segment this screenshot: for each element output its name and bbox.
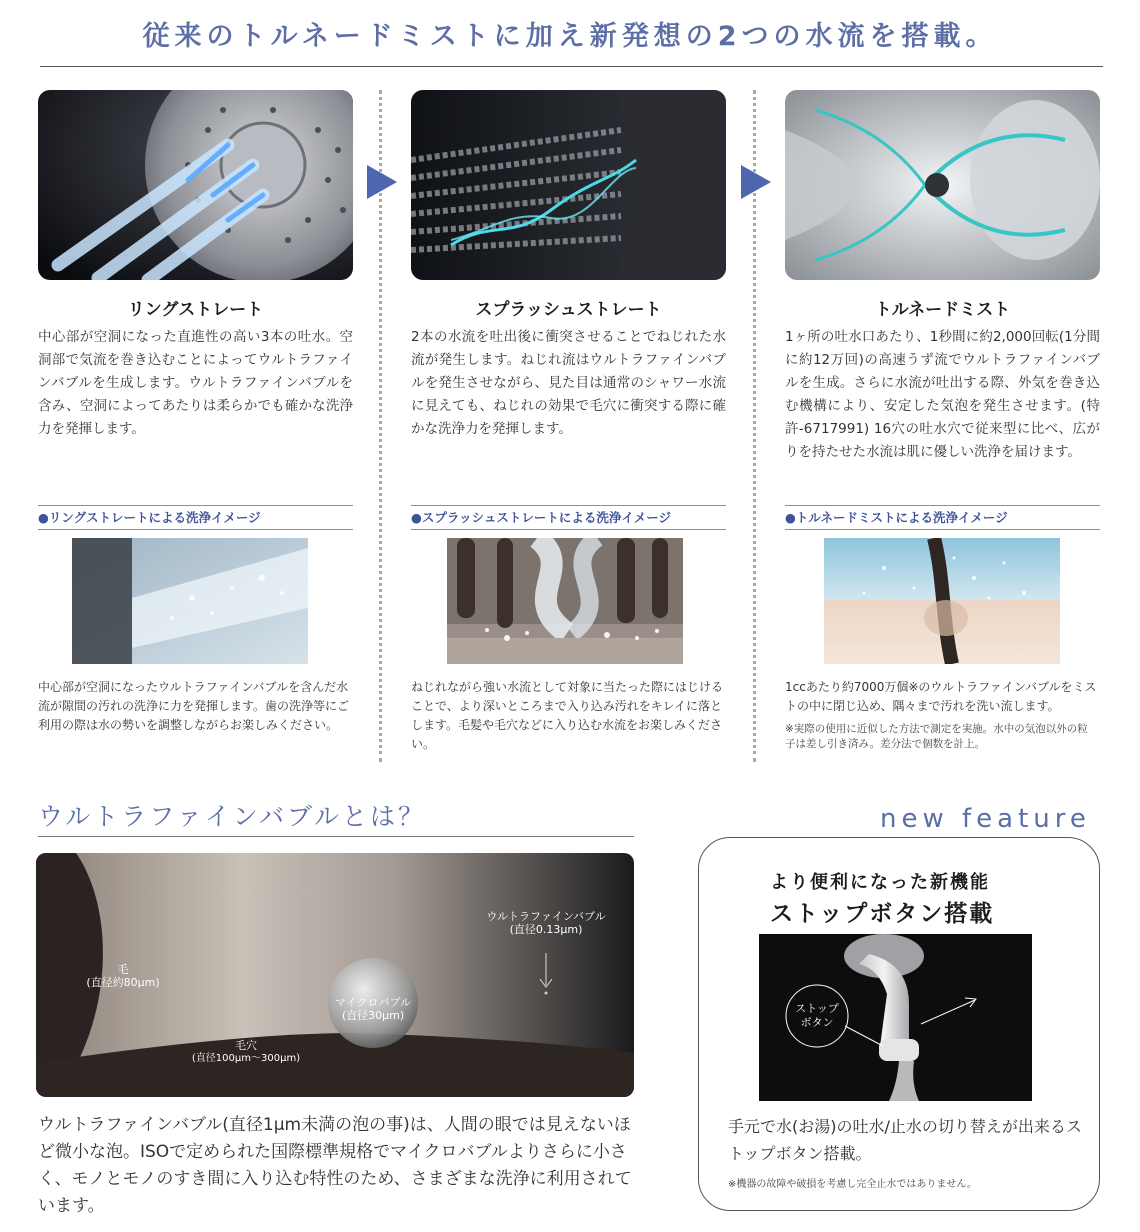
arrow-right-icon xyxy=(367,165,397,199)
ring-straight-image-caption: ●リングストレートによる洗浄イメージ xyxy=(38,505,353,530)
header-divider xyxy=(40,66,1103,67)
tornado-mist-cleaning-image xyxy=(824,538,1060,664)
new-feature-note: ※機器の故障や破損を考慮し完全止水ではありません。 xyxy=(728,1179,977,1190)
arrow-right-icon xyxy=(741,165,771,199)
ultrafine-bubble-size-label: (直径0.13μm) xyxy=(509,923,583,936)
ring-straight-cleaning-image xyxy=(72,538,308,664)
stop-button-photo xyxy=(759,934,1032,1101)
ultrafine-divider xyxy=(38,836,634,837)
splash-straight-image-text: ねじれながら強い水流として対象に当たった際にはじけることで、より深いところまで入り込み汚れをキレイに落とします。毛髪や毛穴などに入り込む水流をお楽しみください。 xyxy=(411,680,724,751)
splash-straight-body: 2本の水流を吐出後に衝突させることでねじれた水流が発生します。ねじれ流はウルトラファインバブルを発生させながら、見た目は通常のシャワー水流に見えても、ねじれの効果で毛穴に衝突する際に確かな洗浄力を発揮します。 xyxy=(411,329,726,437)
hair-size-label: (直径約80μm) xyxy=(86,976,160,989)
page-title: 従来のトルネードミストに加え新発想の2つの水流を搭載。 xyxy=(142,21,998,52)
ring-straight-image-text: 中心部が空洞になったウルトラファインバブルを含んだ水流が隙間の汚れの洗浄に力を発揮します。歯の洗浄等にご利用の際は水の勢いを調整しながらお楽しみください。 xyxy=(38,680,350,732)
ring-straight-title: リングストレート xyxy=(127,300,264,320)
ring-straight-body: 中心部が空洞になった直進性の高い3本の吐水。空洞部で気流を巻き込むことによってウルトラファインバブルを生成します。ウルトラファインバブルを含み、空洞によってあたりは柔らかでも確かな洗浄力を発揮します。 xyxy=(38,329,353,437)
splash-straight-photo xyxy=(411,90,726,280)
tornado-mist-photo xyxy=(785,90,1100,280)
tornado-mist-image-caption: ●トルネードミストによる洗浄イメージ xyxy=(785,505,1100,530)
tornado-mist-title: トルネードミスト xyxy=(874,300,1011,320)
tornado-mist-image-text: 1ccあたり約7000万個※のウルトラファインバブルをミストの中に閉じ込め、隅々まで汚れを洗い流します。 xyxy=(785,680,1097,713)
new-feature-label: new feature xyxy=(880,804,1091,834)
ultrafine-description: ウルトラファインバブル(直径1μm未満の泡の事)は、人間の眼では見えないほど微小な泡。ISOで定められた国際標準規格でマイクロバブルよりさらに小さく、モノとモノのすき間に入り込む特性のため、さまざまな洗浄に利用されています。 xyxy=(38,1115,632,1216)
tornado-mist-body: 1ヶ所の吐水口あたり、1秒間に約2,000回転(1分間に約12万回)の高速うず流でウルトラファインバブルを生成。さらに水流が吐出する際、外気を巻き込む機構により、安定した気泡を発生させます。(特許-6717991) 16穴の吐水穴で従来型に比べ、広がりを持たせた水流は肌に優しい洗浄を届けます。 xyxy=(785,329,1100,460)
new-feature-description: 手元で水(お湯)の吐水/止水の切り替えが出来るストップボタン搭載。 xyxy=(728,1117,1082,1163)
tornado-mist-note: ※実際の使用に近似した方法で測定を実施。水中の気泡以外の粒子は差し引き済み。差分法で個数を計上。 xyxy=(785,723,1088,750)
splash-straight-cleaning-image xyxy=(447,538,683,664)
ultrafine-section-title: ウルトラファインバブルとは？ xyxy=(38,802,427,831)
pore-label: 毛穴 xyxy=(235,1039,257,1052)
ring-straight-photo xyxy=(38,90,353,280)
pore-size-label: (直径100μm〜300μm) xyxy=(191,1053,301,1064)
ultrafine-bubble-label: ウルトラファインバブル xyxy=(486,910,606,923)
hair-label: 毛 xyxy=(117,963,129,976)
microbubble-label: マイクロバブル xyxy=(334,996,412,1009)
stop-button-callout-line2: ボタン xyxy=(800,1016,834,1029)
new-feature-heading: ストップボタン搭載 xyxy=(770,901,995,927)
new-feature-subtitle: より便利になった新機能 xyxy=(770,872,990,893)
microbubble-size-label: (直径30μm) xyxy=(341,1009,405,1022)
ultrafine-illustration xyxy=(36,853,634,1097)
stop-button-callout-line1: ストップ xyxy=(795,1002,839,1015)
splash-straight-image-caption: ●スプラッシュストレートによる洗浄イメージ xyxy=(411,505,726,530)
splash-straight-title: スプラッシュストレート xyxy=(475,300,662,320)
